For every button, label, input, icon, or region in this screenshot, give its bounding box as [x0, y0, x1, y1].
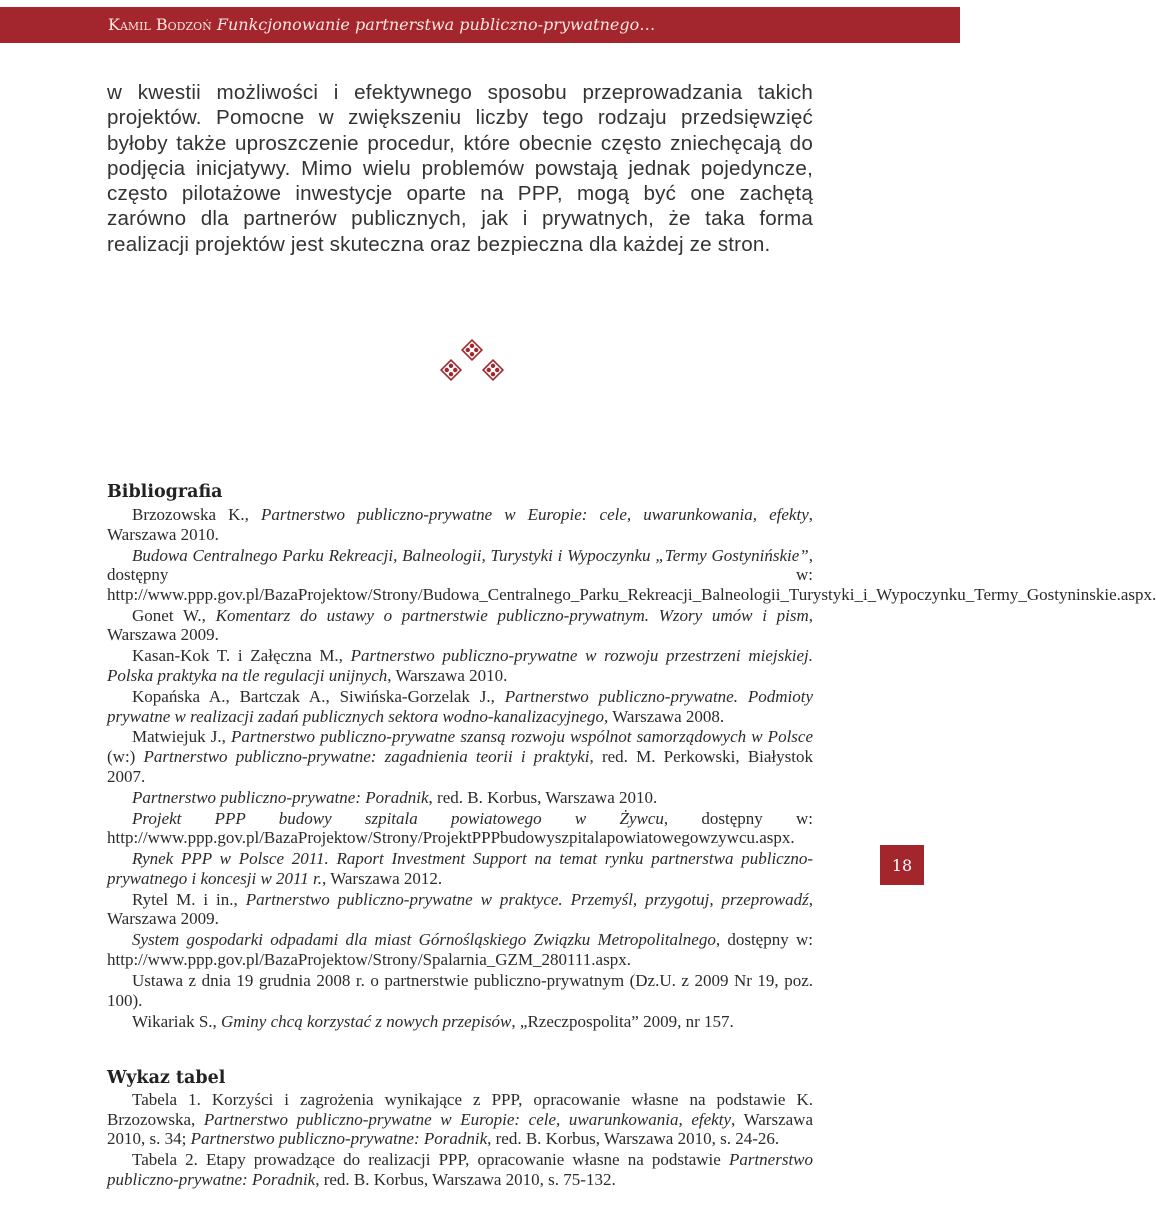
- entry-segment: Tabela 2. Etapy prowadzące do realizacji PPP, opracowanie własne na podstawie: [132, 1150, 729, 1170]
- entry-segment: Partnerstwo publiczno-prywatne w praktyce. Przemyśl, przygotuj, przeprowadź: [245, 889, 809, 909]
- bibliography-entry: [107, 849, 813, 888]
- body-paragraph: w kwestii możliwości i efektywnego sposobu przeprowadzania takich projektów. Pomocne w zwiększeniu liczby tego rodzaju przedsięwzięć byłoby także uproszczenie procedur, które obecnie często zniechęcają do podjęcia inicjatywy. Mimo wielu problemów powstają jednak pojedyncze, często pilotażowe inwestycje oparte na PPP, mogą być one zachętą zarówno dla partnerów publicznych, jak i prywatnych, że taka forma realizacji projektów jest skuteczna oraz bezpieczna dla każdej ze stron.: [107, 81, 813, 256]
- entry-segment: , red. B. Korbus, Warszawa 2010, s. 24-26.: [487, 1129, 780, 1149]
- page-number: 18: [880, 845, 924, 885]
- entry-segment: , red. M. Perkowski, Białystok 2007.: [107, 747, 813, 786]
- entry-segment: , Warszawa 2009.: [107, 889, 813, 929]
- floral-ornament-icon: [440, 340, 504, 382]
- entry-segment: , Warszawa 2010, s. 34;: [107, 1109, 813, 1149]
- bibliography-entry: [107, 971, 813, 1010]
- table-list-entry: [107, 1090, 813, 1149]
- entry-segment: , Warszawa 2012.: [322, 868, 443, 888]
- entry-segment: Partnerstwo publiczno-prywatne: Poradnik: [132, 787, 429, 807]
- bibliography-entry: [107, 788, 813, 808]
- entry-segment: , Warszawa 2009.: [107, 605, 813, 645]
- header-title: Funkcjonowanie partnerstwa publiczno-prywatnego…: [216, 15, 656, 34]
- entry-segment: Kasan-Kok T. i Załęczna M.,: [132, 646, 351, 666]
- entry-segment: (w:): [107, 747, 144, 767]
- entry-segment: Partnerstwo publiczno-prywatne: Poradnik: [107, 1150, 813, 1189]
- entry-segment: Partnerstwo publiczno-prywatne w Europie: cele, uwarunkowania, efekty: [260, 505, 809, 524]
- bibliography-entry: [107, 505, 813, 544]
- bibliography-entry: [107, 687, 813, 726]
- entry-segment: , dostępny w: http://www.ppp.gov.pl/BazaProjektow/Strony/Spalarnia_GZM_280111.aspx.: [107, 930, 813, 969]
- entry-segment: Rynek PPP w Polsce 2011. Raport Investment Support na temat rynku partnerstwa publiczno-prywatnego i koncesji w 2011 r.: [107, 849, 813, 888]
- entry-segment: , red. B. Korbus, Warszawa 2010, s. 75-132.: [315, 1169, 616, 1189]
- entry-segment: System gospodarki odpadami dla miast Górnośląskiego Związku Metropolitalnego: [132, 930, 716, 950]
- bibliography-entry: [107, 890, 813, 929]
- entry-segment: Brzozowska K.,: [132, 505, 261, 524]
- bibliography-heading: Bibliografia: [107, 482, 223, 502]
- entry-segment: Gminy chcą korzystać z nowych przepisów: [221, 1011, 512, 1031]
- tables-list: [107, 1090, 813, 1191]
- entry-segment: Wikariak S.,: [132, 1011, 222, 1031]
- entry-segment: Komentarz do ustawy o partnerstwie publiczno-prywatnym. Wzory umów i pism: [215, 605, 809, 625]
- bibliography-entry: [107, 1012, 813, 1032]
- entry-segment: , red. B. Korbus, Warszawa 2010.: [428, 787, 658, 807]
- entry-segment: Partnerstwo publiczno-prywatne: Poradnik: [190, 1129, 488, 1149]
- entry-segment: Partnerstwo publiczno-prywatne szansą rozwoju wspólnot samorządowych w Polsce: [231, 727, 813, 747]
- entry-segment: , „Rzeczpospolita” 2009, nr 157.: [511, 1011, 734, 1031]
- bibliography-entry: [107, 930, 813, 969]
- bibliography-entry: [107, 727, 813, 786]
- entry-segment: , dostępny w: http://www.ppp.gov.pl/BazaProjektow/Strony/ProjektPPPbudowyszpitalapowiatowegowzywcu.aspx.: [107, 808, 813, 848]
- entry-segment: Rytel M. i in.,: [132, 889, 246, 909]
- entry-segment: Projekt PPP budowy szpitala powiatowego w Żywcu: [132, 808, 664, 828]
- bibliography-entry: [107, 646, 813, 685]
- running-header: [0, 7, 960, 43]
- entry-segment: Matwiejuk J.,: [132, 727, 231, 747]
- entry-segment: , dostępny w: http://www.ppp.gov.pl/BazaProjektow/Strony/Budowa_Centralnego_Parku_Rekreacji_Balneologii_Turystyki_i_Wypoczynku_Termy_Gostyninskie.aspx.: [107, 545, 1156, 604]
- entry-segment: Gonet W.,: [132, 605, 216, 625]
- bibliography-entry: [107, 606, 813, 645]
- entry-segment: , Warszawa 2010.: [387, 665, 508, 685]
- entry-segment: Partnerstwo publiczno-prywatne. Podmioty prywatne w realizacji zadań publicznych sektora wodno-kanalizacyjnego: [107, 686, 813, 726]
- entry-segment: , Warszawa 2008.: [604, 706, 725, 726]
- bibliography-entry: [107, 809, 813, 848]
- bibliography-entry: [107, 545, 1156, 605]
- entry-segment: Ustawa z dnia 19 grudnia 2008 r. o partnerstwie publiczno-prywatnym (Dz.U. z 2009 Nr 19, poz. 100).: [107, 970, 813, 1010]
- entry-segment: Partnerstwo publiczno-prywatne: zagadnienia teorii i praktyki: [143, 747, 590, 767]
- entry-segment: Kopańska A., Bartczak A., Siwińska-Gorzelak J.,: [132, 686, 505, 706]
- table-list-entry: [107, 1150, 813, 1189]
- tables-heading: Wykaz tabel: [107, 1068, 226, 1088]
- entry-segment: Partnerstwo publiczno-prywatne w rozwoju przestrzeni miejskiej. Polska praktyka na tle regulacji unijnych: [107, 646, 813, 685]
- entry-segment: Budowa Centralnego Parku Rekreacji, Balneologii, Turystyki i Wypoczynku „Termy Gostynińskie”: [132, 545, 809, 565]
- header-author: Kamil Bodzoń: [108, 15, 212, 34]
- entry-segment: , Warszawa 2010.: [107, 505, 813, 544]
- running-header-text: [108, 15, 655, 34]
- entry-segment: Tabela 1. Korzyści i zagrożenia wynikające z PPP, opracowanie własne na podstawie K. Brzozowska,: [107, 1090, 813, 1129]
- entry-segment: Partnerstwo publiczno-prywatne w Europie: cele, uwarunkowania, efekty: [203, 1109, 731, 1129]
